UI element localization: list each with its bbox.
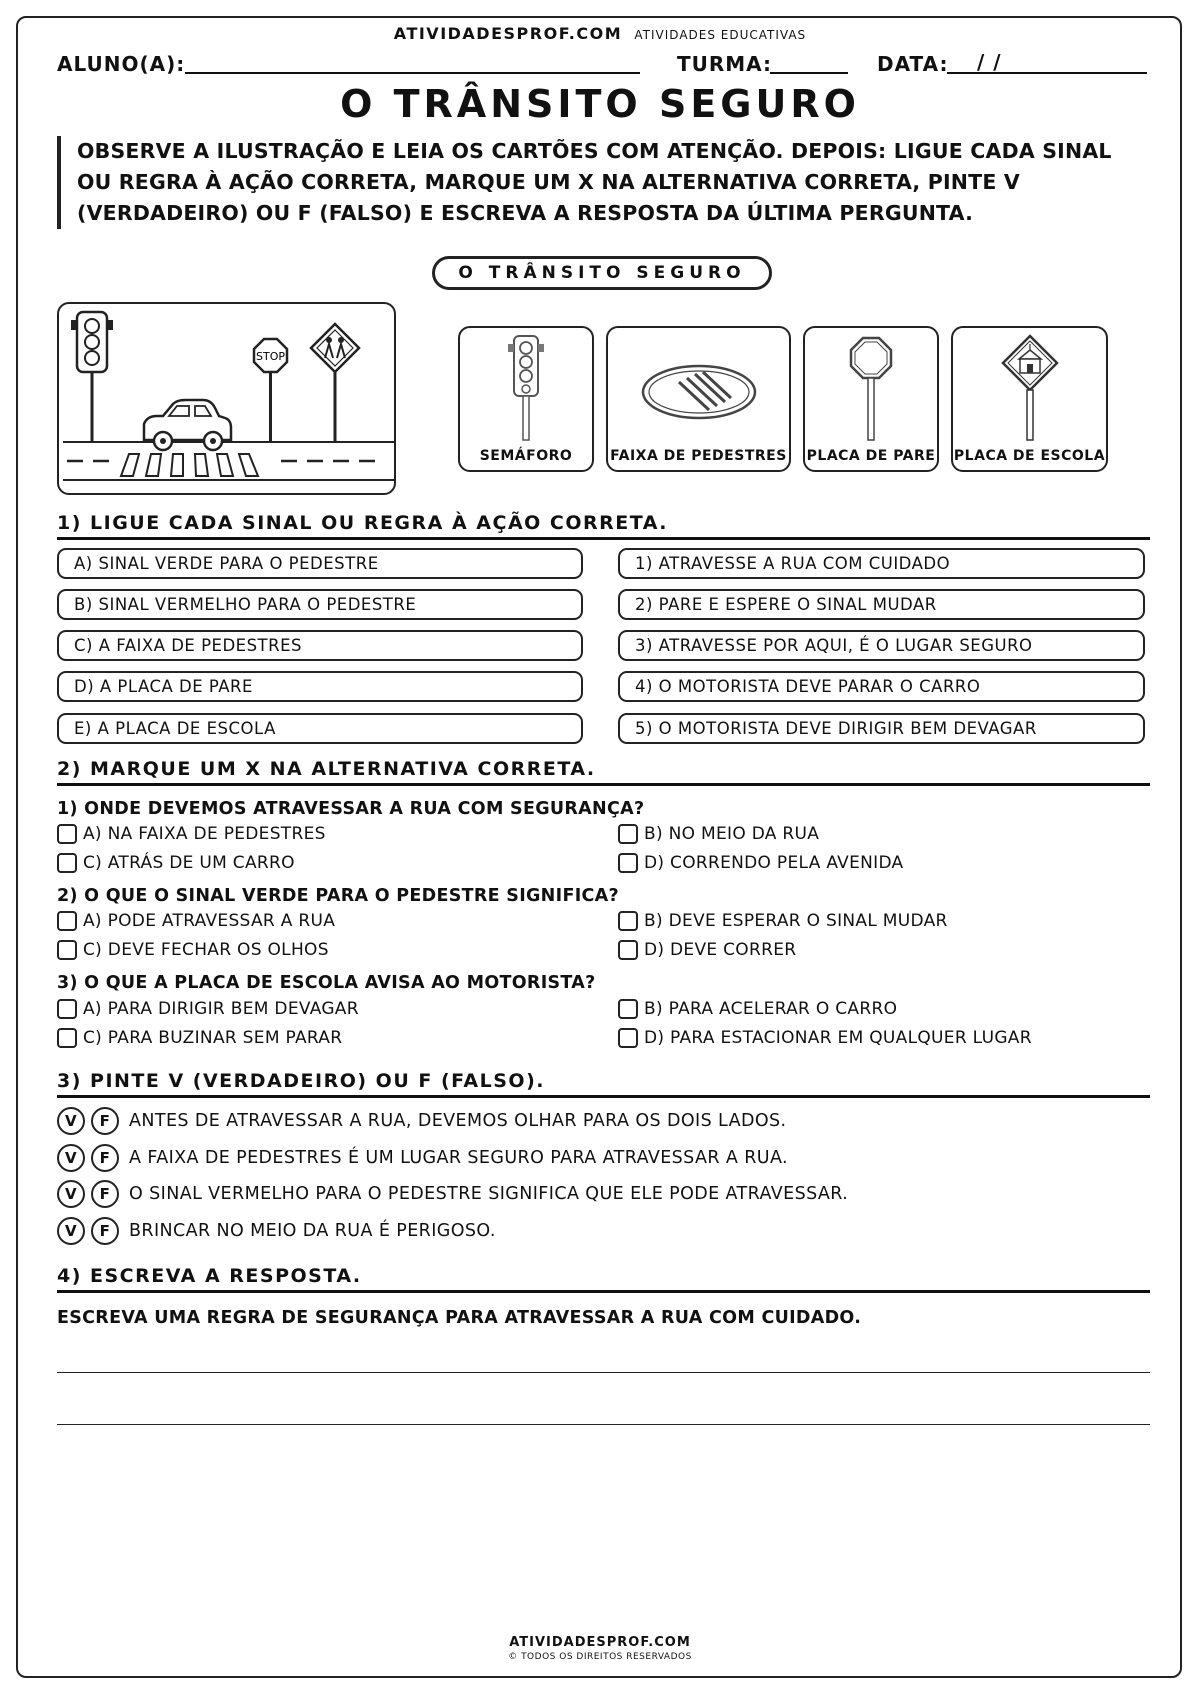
option-label: D) PARA ESTACIONAR EM QUALQUER LUGAR [644,1028,1032,1048]
option-label: B) NO MEIO DA RUA [644,824,820,844]
site-name: ATIVIDADESPROF.COM [393,24,623,43]
checkbox[interactable] [57,824,77,844]
tf-statement: O SINAL VERMELHO PARA O PEDESTRE SIGNIFICA QUE ELE PODE ATRAVESSAR. [129,1184,849,1204]
street-scene-illustration [57,302,396,495]
footer-rights: © TODOS OS DIREITOS RESERVADOS [508,1652,692,1662]
option-label: C) ATRÁS DE UM CARRO [83,853,295,873]
site-subtitle: ATIVIDADES EDUCATIVAS [634,28,807,42]
q2-question-2: 2) O QUE O SINAL VERDE PARA O PEDESTRE SIGNIFICA? [57,886,619,906]
option-label: C) PARA BUZINAR SEM PARAR [83,1028,343,1048]
card-escola [951,326,1108,472]
false-circle[interactable]: F [91,1180,119,1208]
footer [0,1635,1200,1662]
traffic-light-icon [496,332,556,442]
checkbox[interactable] [57,1028,77,1048]
q2-heading: 2) MARQUE UM X NA ALTERNATIVA CORRETA. [57,758,1150,786]
q2-1-option-a[interactable] [57,824,326,844]
match-left-a[interactable]: A) SINAL VERDE PARA O PEDESTRE [57,548,583,579]
tf-row-3 [57,1180,848,1212]
option-label: D) CORRENDO PELA AVENIDA [644,853,904,873]
checkbox[interactable] [618,999,638,1019]
crosswalk-icon [639,332,759,442]
card-caption: SEMÁFORO [479,448,573,464]
tf-row-1 [57,1107,787,1139]
match-left-b[interactable]: B) SINAL VERMELHO PARA O PEDESTRE [57,589,583,620]
q3-heading: 3) PINTE V (VERDADEIRO) OU F (FALSO). [57,1070,1150,1098]
checkbox[interactable] [618,824,638,844]
q2-3-option-a[interactable] [57,999,359,1019]
street-scene-drawing [59,304,396,495]
true-circle[interactable]: V [57,1107,85,1135]
q2-3-option-b[interactable] [618,999,897,1019]
card-caption: PLACA DE ESCOLA [953,448,1106,464]
aluno-label: ALUNO(A): [57,52,186,76]
q2-2-option-d[interactable] [618,940,796,960]
card-caption: PLACA DE PARE [806,448,936,464]
match-right-2[interactable]: 2) PARE E ESPERE O SINAL MUDAR [618,589,1145,620]
q4-heading: 4) ESCREVA A RESPOSTA. [57,1265,1150,1293]
match-left-e[interactable]: E) A PLACA DE ESCOLA [57,713,583,744]
checkbox[interactable] [618,853,638,873]
site-header [0,24,1200,43]
false-circle[interactable]: F [91,1144,119,1172]
option-label: A) PARA DIRIGIR BEM DEVAGAR [83,999,359,1019]
checkbox[interactable] [618,911,638,931]
turma-field[interactable] [770,52,848,74]
card-pare [803,326,939,472]
page-title: O TRÂNSITO SEGURO [340,82,860,126]
checkbox[interactable] [57,853,77,873]
q2-2-option-a[interactable] [57,911,335,931]
card-faixa [606,326,791,472]
card-semaforo [458,326,594,472]
option-label: C) DEVE FECHAR OS OLHOS [83,940,329,960]
q4-prompt: ESCREVA UMA REGRA DE SEGURANÇA PARA ATRAVESSAR A RUA COM CUIDADO. [57,1308,862,1328]
answer-line-2[interactable] [57,1424,1150,1425]
q2-question-1: 1) ONDE DEVEMOS ATRAVESSAR A RUA COM SEGURANÇA? [57,799,645,819]
true-circle[interactable]: V [57,1180,85,1208]
q2-1-option-d[interactable] [618,853,904,873]
scene-stop-text: STOP [256,350,285,363]
option-label: A) NA FAIXA DE PEDESTRES [83,824,326,844]
q2-1-option-b[interactable] [618,824,819,844]
false-circle[interactable]: F [91,1107,119,1135]
false-circle[interactable]: F [91,1217,119,1245]
turma-label: TURMA: [677,52,773,76]
match-left-c[interactable]: C) A FAIXA DE PEDESTRES [57,630,583,661]
option-label: D) DEVE CORRER [644,940,797,960]
school-sign-icon [995,332,1065,442]
checkbox[interactable] [57,940,77,960]
instructions: OBSERVE A ILUSTRAÇÃO E LEIA OS CARTÕES COM ATENÇÃO. DEPOIS: LIGUE CADA SINAL OU REGRA À AÇÃO CORRETA, MARQUE UM X NA ALTERNATIVA CORRETA, PINTE V (VERDADEIRO) OU F (FALSO) E ESCREVA A RESPOSTA DA ÚLTIMA PERGUNTA. [57,136,1127,229]
card-caption: FAIXA DE PEDESTRES [610,448,787,464]
q2-3-option-d[interactable] [618,1028,1032,1048]
match-right-5[interactable]: 5) O MOTORISTA DEVE DIRIGIR BEM DEVAGAR [618,713,1145,744]
data-label: DATA: [877,52,949,76]
q2-2-option-b[interactable] [618,911,948,931]
match-right-4[interactable]: 4) O MOTORISTA DEVE PARAR O CARRO [618,671,1145,702]
answer-line-1[interactable] [57,1372,1150,1373]
tf-statement: BRINCAR NO MEIO DA RUA É PERIGOSO. [129,1221,496,1241]
match-right-3[interactable]: 3) ATRAVESSE POR AQUI, É O LUGAR SEGURO [618,630,1145,661]
q2-question-3: 3) O QUE A PLACA DE ESCOLA AVISA AO MOTORISTA? [57,973,596,993]
option-label: A) PODE ATRAVESSAR A RUA [83,911,336,931]
checkbox[interactable] [57,999,77,1019]
footer-site: ATIVIDADESPROF.COM [509,1635,691,1650]
true-circle[interactable]: V [57,1217,85,1245]
checkbox[interactable] [618,940,638,960]
q2-1-option-c[interactable] [57,853,295,873]
true-circle[interactable]: V [57,1144,85,1172]
aluno-field[interactable] [185,52,640,74]
tf-statement: ANTES DE ATRAVESSAR A RUA, DEVEMOS OLHAR PARA OS DOIS LADOS. [129,1111,787,1131]
checkbox[interactable] [618,1028,638,1048]
option-label: B) DEVE ESPERAR O SINAL MUDAR [644,911,948,931]
q2-2-option-c[interactable] [57,940,329,960]
stop-sign-icon [841,332,901,442]
match-left-d[interactable]: D) A PLACA DE PARE [57,671,583,702]
tf-row-4 [57,1217,496,1249]
match-right-1[interactable]: 1) ATRAVESSE A RUA COM CUIDADO [618,548,1145,579]
student-fields [57,52,1147,78]
section-title-pill: O TRÂNSITO SEGURO [432,256,772,290]
data-slashes: / / [977,50,1002,74]
q2-3-option-c[interactable] [57,1028,342,1048]
tf-row-2 [57,1144,788,1176]
checkbox[interactable] [57,911,77,931]
q1-heading: 1) LIGUE CADA SINAL OU REGRA À AÇÃO CORRETA. [57,512,1150,540]
option-label: B) PARA ACELERAR O CARRO [644,999,898,1019]
tf-statement: A FAIXA DE PEDESTRES É UM LUGAR SEGURO PARA ATRAVESSAR A RUA. [129,1148,789,1168]
